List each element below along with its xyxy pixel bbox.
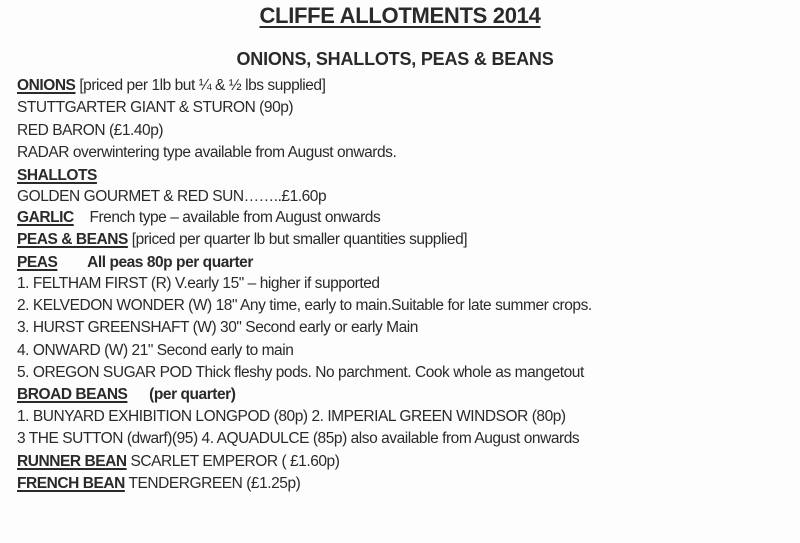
onions-note: [priced per 1lb but ¼ & ½ lbs supplied] — [79, 77, 326, 94]
broad-bean-item: 1. BUNYARD EXHIBITION LONGPOD (80p) 2. IMPERIAL GREEN WINDSOR (80p) — [17, 408, 566, 425]
document-title — [0, 3, 800, 29]
garlic-heading: GARLIC — [17, 209, 74, 226]
runner-bean-note: SCARLET EMPEROR ( £1.60p) — [130, 453, 340, 470]
garlic-note: French type – available from August onwards — [89, 209, 381, 226]
document-subtitle: ONIONS, SHALLOTS, PEAS & BEANS — [236, 49, 554, 69]
pea-item: 2. KELVEDON WONDER (W) 18" Any time, early to main.Suitable for late summer crops. — [17, 297, 592, 314]
runner-bean-line — [17, 452, 339, 472]
peas-beans-line — [17, 230, 467, 250]
broad-beans-heading: BROAD BEANS — [17, 386, 128, 403]
french-bean-note: TENDERGREEN (£1.25p) — [128, 475, 301, 492]
broad-beans-note: (per quarter) — [149, 386, 236, 403]
french-bean-heading: FRENCH BEAN — [17, 475, 125, 492]
french-bean-line — [17, 474, 300, 494]
shallot-item: GOLDEN GOURMET & RED SUN……..£1.60p — [17, 188, 327, 205]
peas-header-line — [17, 253, 253, 273]
onions-heading: ONIONS — [17, 77, 76, 94]
shallots-header-line — [17, 166, 97, 186]
pea-item: 1. FELTHAM FIRST (R) V.early 15" – higher if supported — [17, 275, 380, 292]
broad-beans-header-line — [17, 385, 235, 405]
onions-header-line — [17, 76, 325, 96]
pea-item: 4. ONWARD (W) 21" Second early to main — [17, 342, 294, 359]
peas-beans-note: [priced per quarter lb but smaller quantities supplied] — [131, 231, 468, 248]
garlic-line — [17, 208, 380, 228]
peas-heading: PEAS — [17, 254, 58, 271]
peas-note: All peas 80p per quarter — [87, 254, 253, 271]
peas-beans-heading: PEAS & BEANS — [17, 231, 128, 248]
onion-item: RED BARON (£1.40p) — [17, 122, 164, 139]
broad-bean-item: 3 THE SUTTON (dwarf)(95) 4. AQUADULCE (85p) also available from August onwards — [17, 430, 580, 447]
title-text: CLIFFE ALLOTMENTS 2014 — [259, 3, 541, 28]
shallots-heading: SHALLOTS — [17, 167, 97, 184]
pea-item: 5. OREGON SUGAR POD Thick fleshy pods. No parchment. Cook whole as mangetout — [17, 364, 584, 381]
pea-item: 3. HURST GREENSHAFT (W) 30" Second early or early Main — [17, 319, 418, 336]
onion-item: RADAR overwintering type available from August onwards. — [17, 144, 397, 161]
onion-item: STUTTGARTER GIANT & STURON (90p) — [17, 99, 294, 116]
runner-bean-heading: RUNNER BEAN — [17, 453, 127, 470]
